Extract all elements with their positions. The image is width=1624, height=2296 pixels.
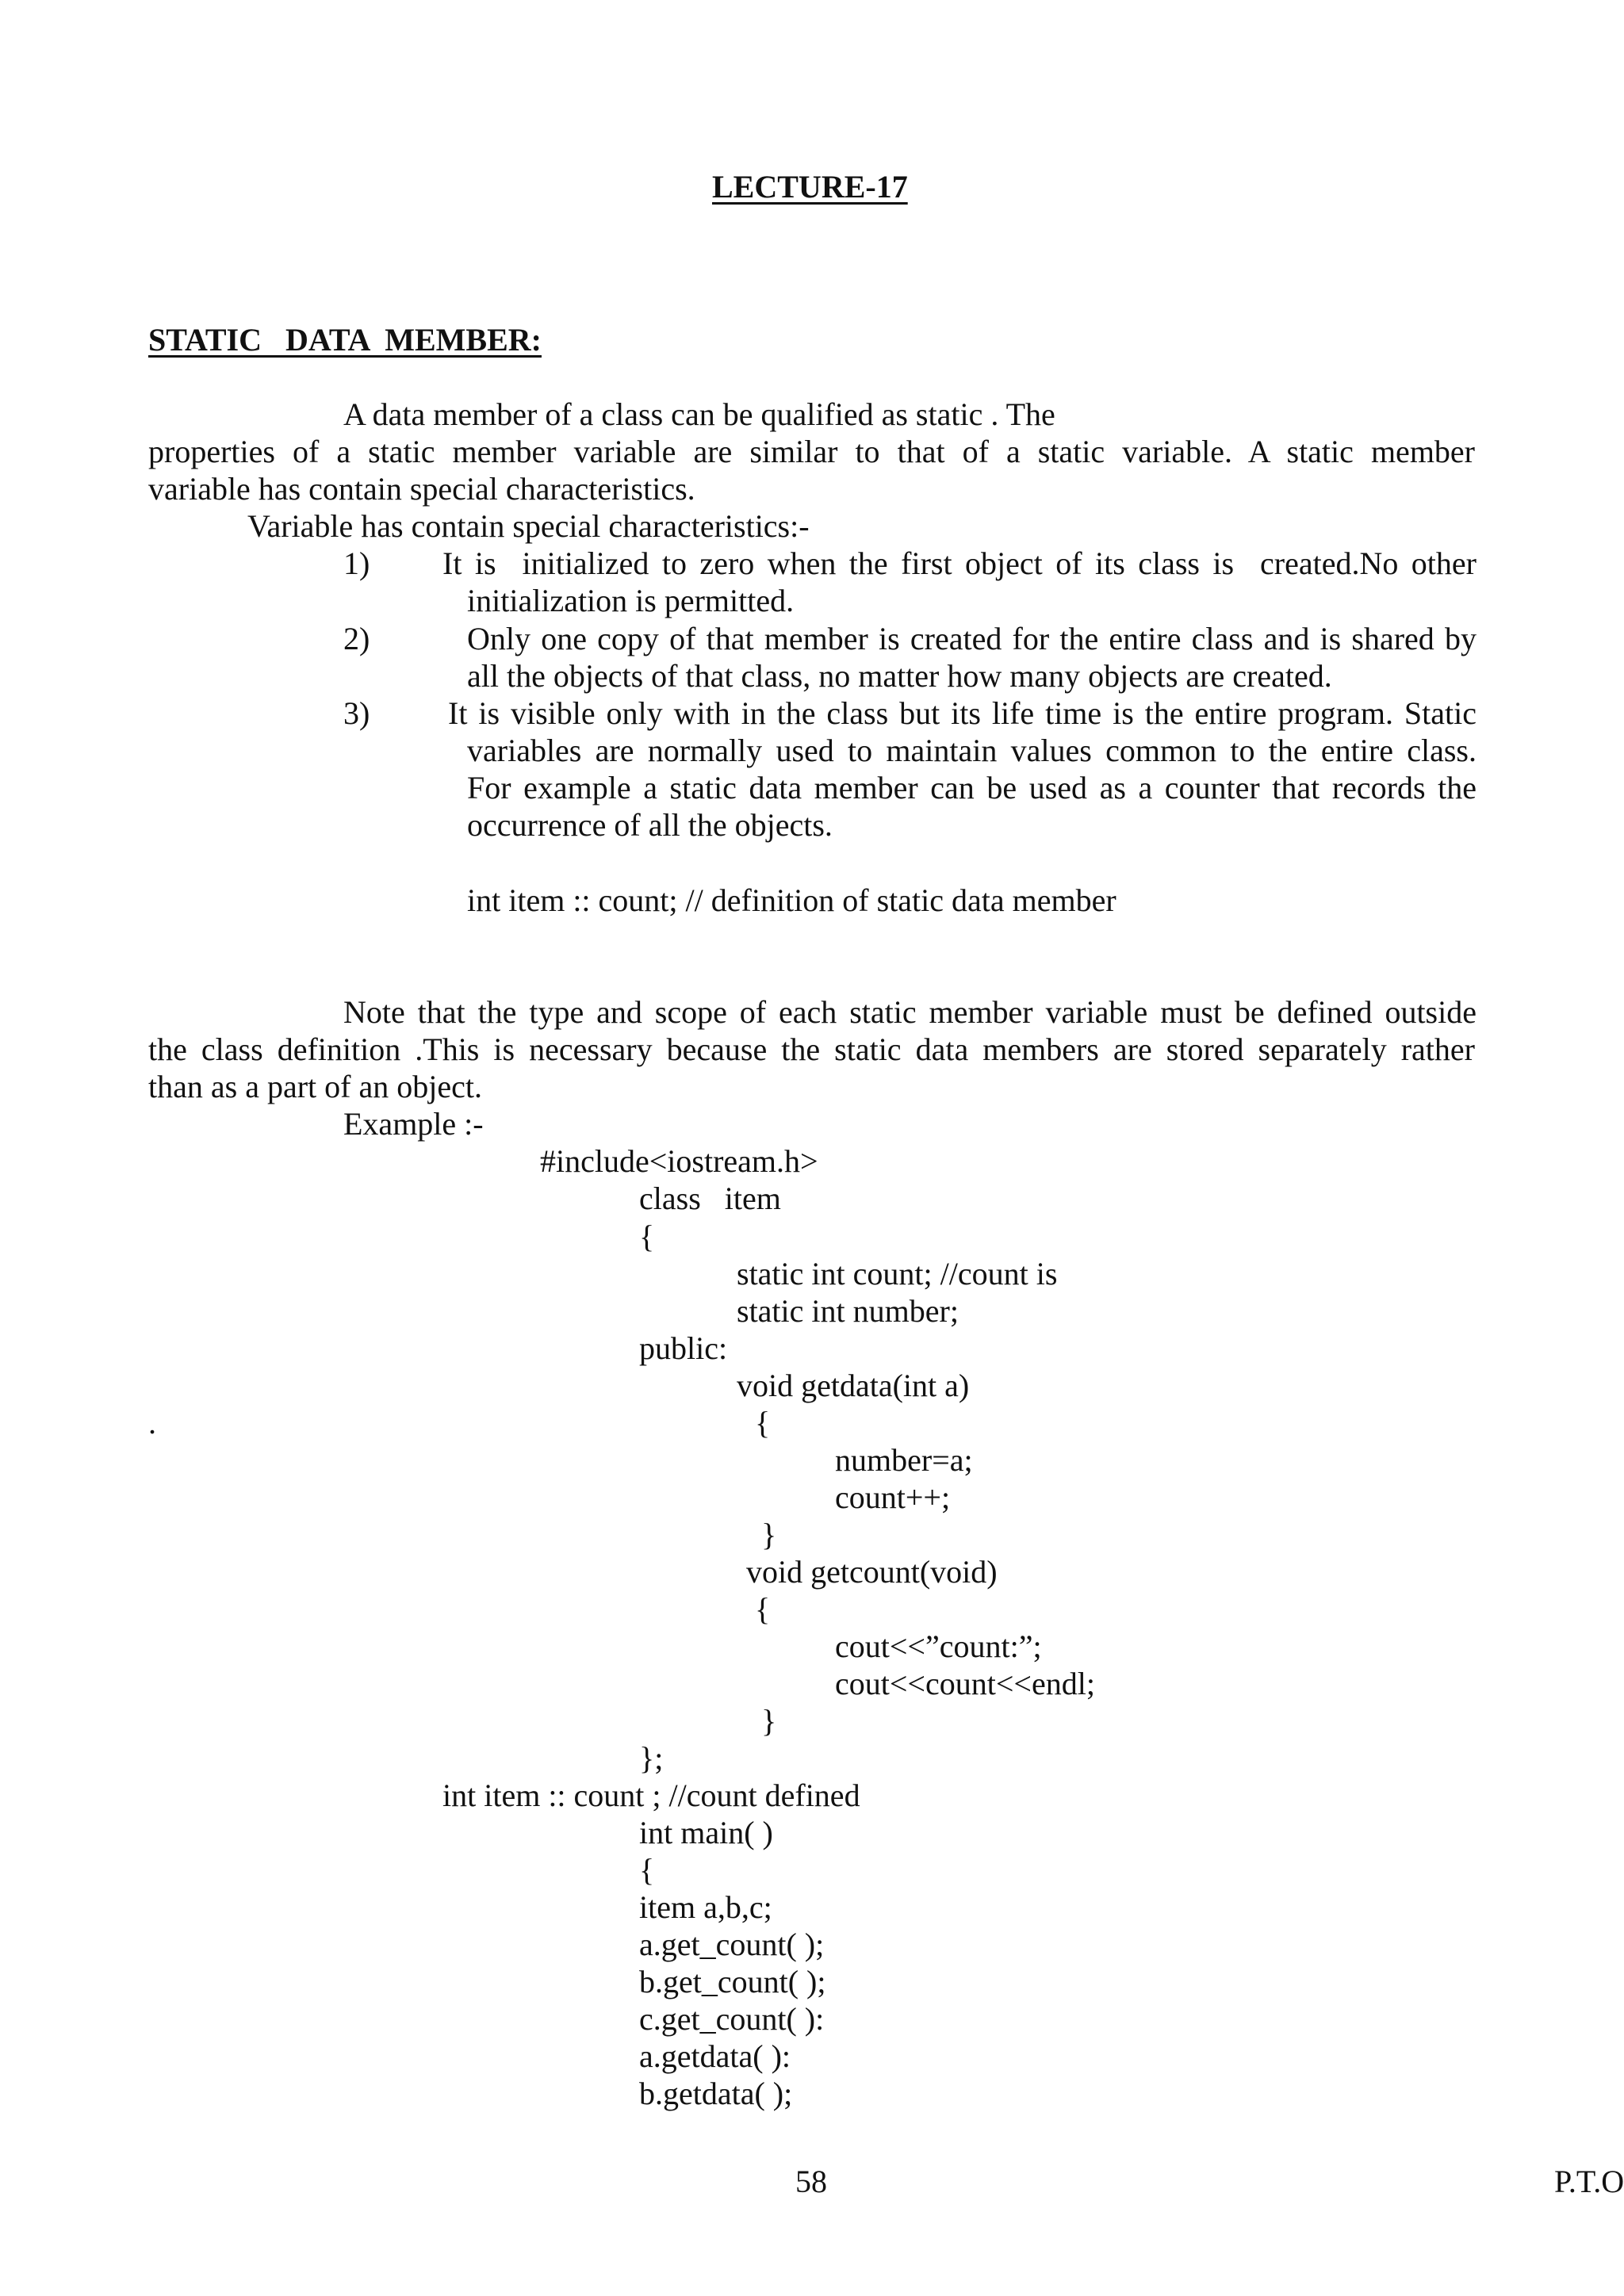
code-count-defined: int item :: count ; //count defined	[442, 1777, 860, 1813]
list-item-continuation	[467, 582, 1477, 619]
code-open-brace: {	[639, 1219, 655, 1254]
code-class-close: };	[639, 1740, 664, 1776]
list-item-line: variables are normally used to maintain values common to the entire class.	[467, 733, 1477, 768]
list-item-line: For example a static data member can be used as a counter that records the	[467, 770, 1477, 806]
code-public: public:	[639, 1330, 728, 1366]
code-b-getdata: b.getdata( );	[639, 2076, 793, 2111]
code-main-signature: int main( )	[639, 1815, 773, 1850]
note-line-2: the class definition .This is necessary because the static data members are stored separately rather	[148, 1031, 1475, 1067]
code-class-decl: class item	[639, 1181, 781, 1216]
code-main-open-brace: {	[639, 1852, 655, 1888]
list-item-line: Only one copy of that member is created for the entire class and is shared by	[467, 621, 1477, 656]
code-cout-label: cout<<”count:”;	[835, 1628, 1042, 1664]
intro-paragraph	[148, 433, 1475, 507]
list-item-number: 1)	[343, 545, 370, 581]
page-number: 58	[795, 2164, 827, 2199]
list-item-continuation	[467, 657, 1477, 695]
list-item-line: It is initialized to zero when the first object of its class is created.No other	[442, 545, 1477, 581]
pto-marker: P.T.O	[1554, 2164, 1624, 2199]
code-b-get-count: b.get_count( );	[639, 1964, 826, 1999]
code-objects: item a,b,c;	[639, 1889, 772, 1925]
code-getdata-signature: void getdata(int a)	[737, 1368, 970, 1403]
section-heading: STATIC DATA MEMBER:	[148, 322, 542, 358]
intro-line-3: variable has contain special characteristics.	[148, 471, 695, 507]
code-getcount-open-brace: {	[755, 1591, 771, 1627]
list-item-continuation	[467, 732, 1477, 844]
list-item-number: 3)	[343, 695, 370, 731]
note-line-1: Note that the type and scope of each static member variable must be defined outside	[343, 994, 1477, 1030]
lecture-title: LECTURE-17	[712, 169, 908, 205]
code-a-get-count: a.get_count( );	[639, 1927, 825, 1962]
list-item-line: all the objects of that class, no matter how many objects are created.	[467, 658, 1332, 694]
code-getcount-signature: void getcount(void)	[746, 1554, 998, 1590]
list-item-line: initialization is permitted.	[467, 583, 795, 618]
example-label: Example :-	[343, 1106, 484, 1142]
code-assign: number=a;	[835, 1442, 973, 1478]
list-item-line: occurrence of all the objects.	[467, 807, 833, 843]
stray-dot: .	[148, 1405, 156, 1441]
intro-line-1: A data member of a class can be qualified as static . The	[343, 396, 1055, 432]
code-cout-count: cout<<count<<endl;	[835, 1666, 1095, 1701]
code-getdata-close-brace: }	[761, 1517, 777, 1552]
list-item-line: It is visible only with in the class but its life time is the entire program. Static	[448, 695, 1477, 731]
code-a-getdata: a.getdata( ):	[639, 2038, 791, 2074]
code-getcount-close-brace: }	[761, 1703, 777, 1739]
code-increment: count++;	[835, 1479, 951, 1515]
note-line-3: than as a part of an object.	[148, 1069, 482, 1104]
code-c-get-count: c.get_count( ):	[639, 2001, 825, 2037]
list-item-number: 2)	[343, 621, 370, 656]
code-include: #include<iostream.h>	[540, 1143, 818, 1179]
code-getdata-open-brace: {	[755, 1405, 771, 1441]
code-count-decl: static int count; //count is	[737, 1256, 1058, 1292]
note-paragraph	[148, 1031, 1475, 1105]
definition-line: int item :: count; // definition of static data member	[467, 882, 1116, 918]
code-number-decl: static int number;	[737, 1293, 959, 1329]
characteristics-heading: Variable has contain special characteristics:-	[247, 508, 810, 544]
intro-line-2: properties of a static member variable are similar to that of a static variable. A static member	[148, 434, 1475, 469]
